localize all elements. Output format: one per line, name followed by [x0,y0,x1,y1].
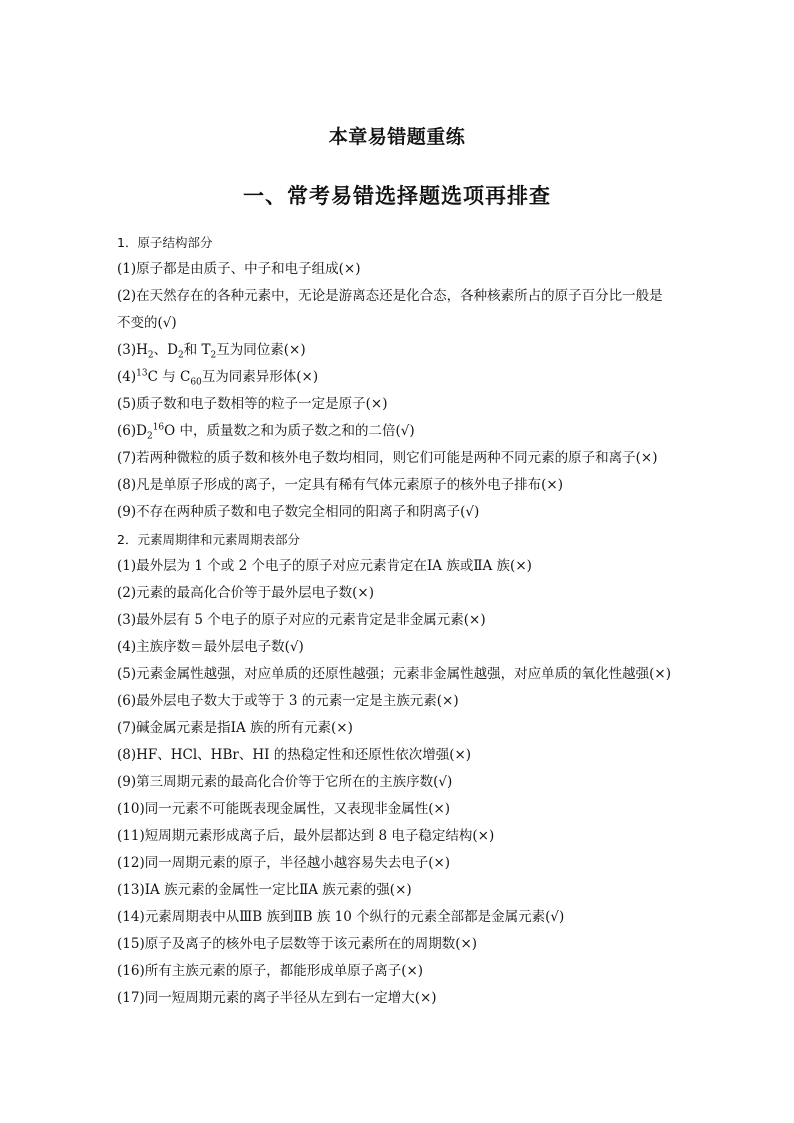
formula-text: 和 T [183,342,211,358]
chapter-title: 本章易错题重练 [328,126,466,148]
question-item: (7)碱金属元素是指ⅠA 族的所有元素(×) [117,720,353,736]
question-item: (14)元素周期表中从ⅢB 族到ⅡB 族 10 个纵行的元素全部都是金属元素(√) [117,909,565,925]
section-heading-periodic-table: 2．元素周期律和元素周期表部分 [117,532,300,547]
question-item [117,337,687,364]
question-item: (2)元素的最高化合价等于最外层电子数(×) [117,585,374,601]
question-item: (9)第三周期元素的最高化合价等于它所在的主族序数(√) [117,774,453,790]
question-item: (5)元素金属性越强，对应单质的还原性越强；元素非金属性越强，对应单质的氧化性越强(×) [117,666,671,682]
subscript: 2 [147,350,154,361]
question-item [117,418,687,445]
subscript: 60 [190,377,202,388]
question-item: (5)质子数和电子数相等的粒子一定是原子(×) [117,396,388,412]
question-item: (7)若两种微粒的质子数和核外电子数均相同，则它们可能是两种不同元素的原子和离子(×) [117,450,658,466]
formula-text: C 与 C [147,369,191,385]
question-item: (13)ⅠA 族元素的金属性一定比ⅡA 族元素的强(×) [117,882,412,898]
question-item: (1)原子都是由质子、中子和电子组成(×) [117,261,361,277]
question-item: (12)同一周期元素的原子，半径越小越容易失去电子(×) [117,855,451,871]
superscript: 16 [152,422,165,433]
question-item: (10)同一元素不可能既表现金属性，又表现非金属性(×) [117,801,451,817]
question-item [117,364,687,391]
question-text: O 中，质量数之和为质子数之和的二倍(√) [164,423,415,439]
question-item-continuation: 不变的(√) [117,315,177,331]
question-item: (4)主族序数＝最外层电子数(√) [117,639,304,655]
formula-text: (3)H [117,342,148,358]
question-item: (8)凡是单原子形成的离子，一定具有稀有气体元素原子的核外电子排布(×) [117,477,563,493]
formula-text: 、D [153,342,178,358]
formula-text: (6)D [117,423,147,439]
question-item: (16)所有主族元素的原子，都能形成单原子离子(×) [117,963,424,979]
question-text: 互为同位素(×) [216,342,306,358]
question-item: (9)不存在两种质子数和电子数完全相同的阳离子和阴离子(√) [117,504,480,520]
question-list [117,229,687,1012]
question-item: (8)HF、HCl、HBr、HI 的热稳定性和还原性依次增强(×) [117,747,472,763]
question-item: (6)最外层电子数大于或等于 3 的元素一定是主族元素(×) [117,693,459,709]
subscript: 2 [177,350,184,361]
question-text: 互为同素异形体(×) [201,369,319,385]
item-number: (4) [117,369,137,385]
superscript: 13 [136,368,148,379]
subscript: 2 [210,350,217,361]
question-item: (3)最外层有 5 个电子的原子对应的元素肯定是非金属元素(×) [117,612,486,628]
question-item: (1)最外层为 1 个或 2 个电子的原子对应元素肯定在ⅠA 族或ⅡA 族(×) [117,558,532,574]
question-item: (11)短周期元素形成离子后，最外层都达到 8 电子稳定结构(×) [117,828,495,844]
section-title: 一、常考易错选择题选项再排查 [243,184,551,208]
question-item: (2)在天然存在的各种元素中，无论是游离态还是化合态，各种核素所占的原子百分比一般是 [117,288,663,304]
subscript: 2 [146,431,153,442]
question-item: (17)同一短周期元素的离子半径从左到右一定增大(×) [117,990,437,1006]
question-item: (15)原子及离子的核外电子层数等于该元素所在的周期数(×) [117,936,478,952]
section-heading-atomic-structure: 1．原子结构部分 [117,235,213,250]
